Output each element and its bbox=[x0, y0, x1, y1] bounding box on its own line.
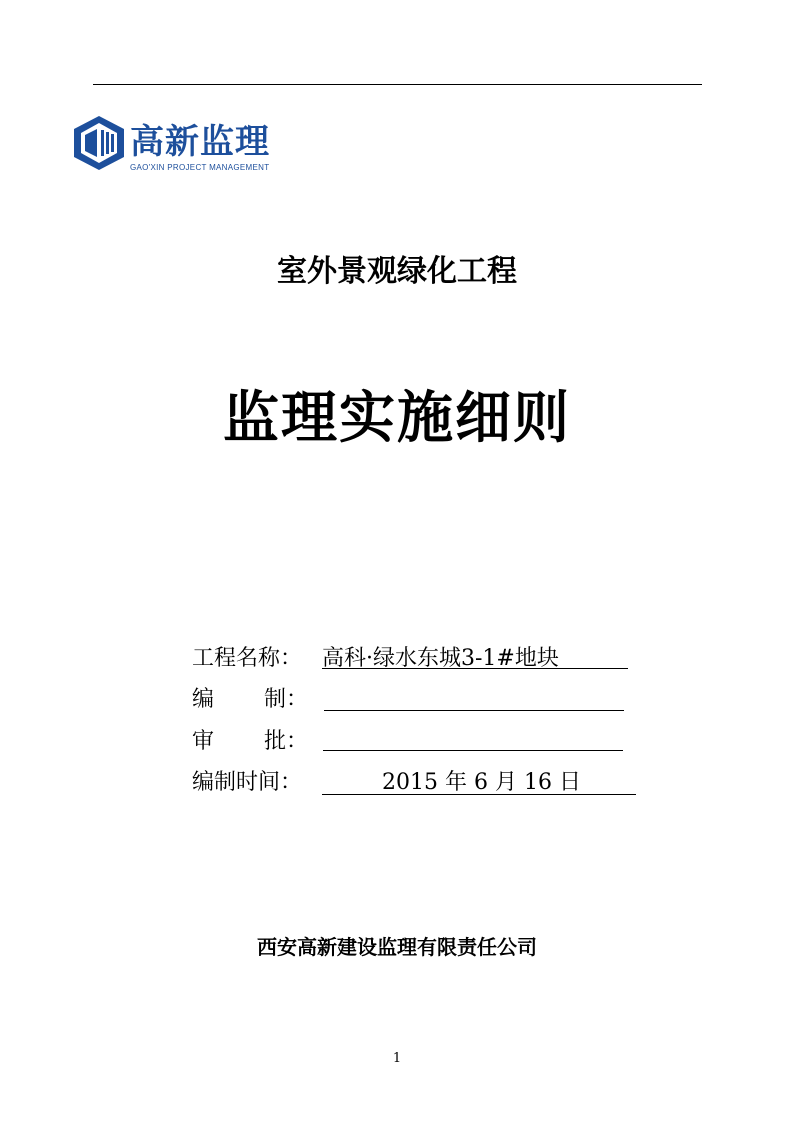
project-name-value: 高科·绿水东城3-1#地块 bbox=[322, 646, 559, 671]
approved-by-underline bbox=[323, 750, 623, 751]
logo-hexagon-icon bbox=[72, 114, 126, 172]
document-title: 监理实施细则 bbox=[223, 386, 571, 451]
project-title: 室外景观绿化工程 bbox=[277, 254, 517, 289]
compile-date-value: 2015 年 6 月 16 日 bbox=[382, 770, 581, 795]
logo-english-name: GAO'XIN PROJECT MANAGEMENT bbox=[130, 163, 270, 172]
compile-date-underline bbox=[322, 794, 636, 795]
compile-date-label: 编制时间： bbox=[192, 770, 303, 795]
project-name-underline bbox=[322, 668, 628, 669]
compiled-by-label-part-a: 编 bbox=[192, 687, 215, 712]
company-name: 西安高新建设监理有限责任公司 bbox=[257, 935, 537, 959]
compiled-by-label-part-b: 制： bbox=[264, 687, 309, 712]
page-number: 1 bbox=[392, 1051, 402, 1066]
project-name-label: 工程名称： bbox=[192, 646, 303, 671]
logo-chinese-name: 高新监理 bbox=[130, 122, 270, 162]
approved-by-label-part-b: 批： bbox=[264, 729, 309, 754]
company-logo bbox=[72, 114, 302, 176]
compiled-by-underline bbox=[324, 710, 624, 711]
approved-by-label-part-a: 审 bbox=[192, 729, 215, 754]
header-rule bbox=[93, 84, 702, 85]
